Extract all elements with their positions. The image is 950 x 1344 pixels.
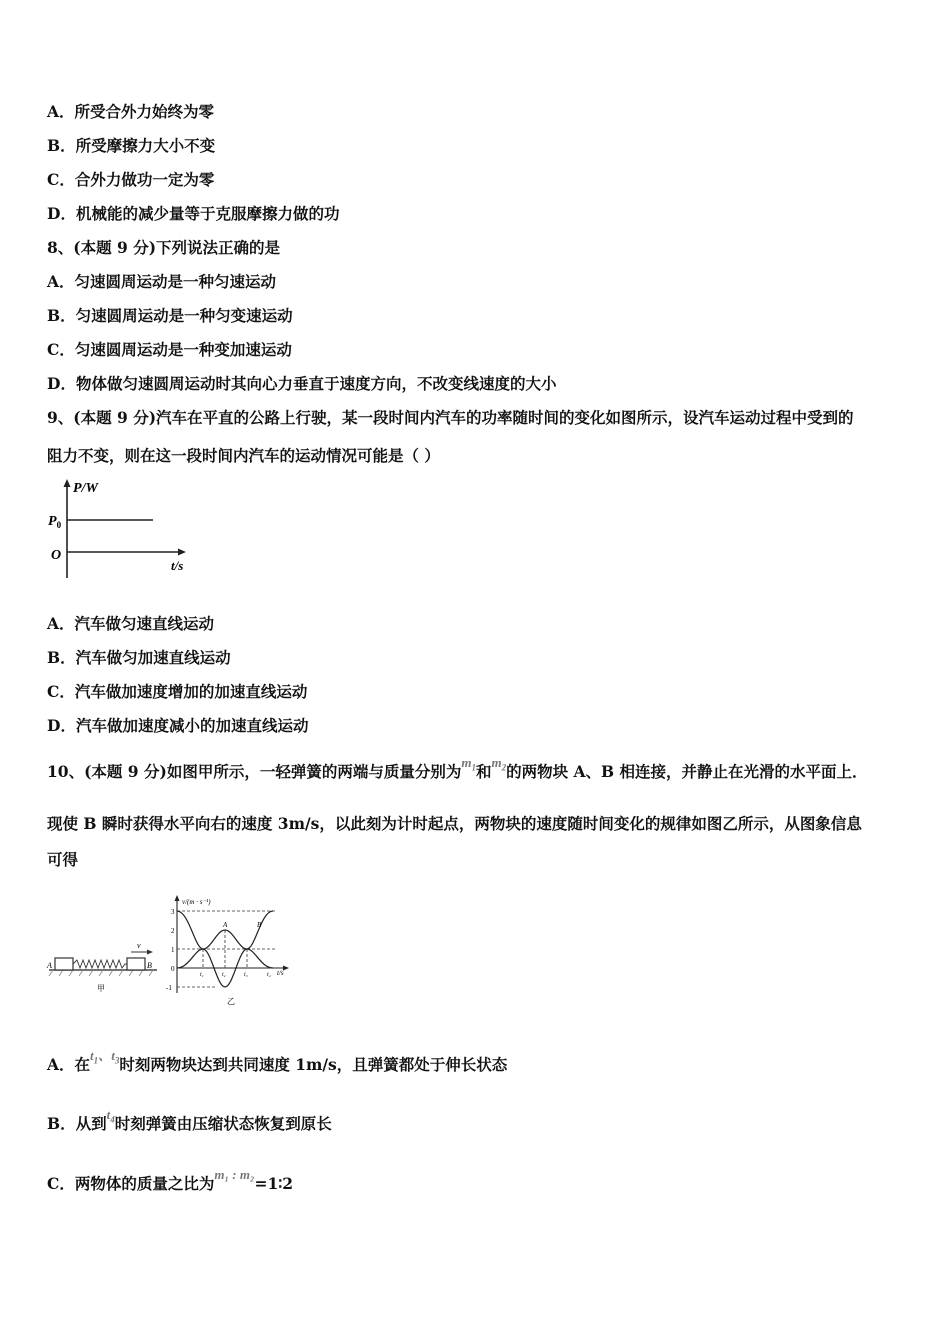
q10-graph-xtick-t4: t₄ [267, 972, 271, 978]
q9-stem-line2: 阻力不变，则在这一段时间内汽车的运动情况可能是（ ） [47, 446, 440, 465]
q10-velocity-time-graph [163, 893, 295, 1007]
q10-curve-a-label: A [223, 921, 228, 929]
q8-stem: 8、(本题 9 分)下列说法正确的是 [47, 238, 281, 257]
q9-option-d: D．汽车做加速度减小的加速直线运动 [47, 716, 309, 735]
q9-y-axis-label: P/W [73, 481, 98, 496]
q10-graph-ytick-3: 3 [171, 908, 175, 916]
q10-graph-ytick-1: 1 [171, 946, 175, 954]
q8-option-a: A．匀速圆周运动是一种匀速运动 [47, 272, 277, 291]
q9-origin-label: O [51, 548, 62, 563]
q8-option-c: C．匀速圆周运动是一种变加速运动 [47, 340, 292, 359]
q10-stem-line3: 可得 [47, 850, 79, 869]
q10-graph-ytick-neg1: -1 [166, 984, 172, 992]
q10-graph-xtick-t2: t₂ [222, 972, 226, 978]
q9-stem-line1: 9、(本题 9 分)汽车在平直的公路上行驶，某一段时间内汽车的功率随时间的变化如图所示，设汽车运动过程中受到的 [47, 408, 854, 427]
q10-stem-line1: 10、(本题 9 分)如图甲所示，一轻弹簧的两端与质量分别为$^{m_1}$和$^{m_2}$的两物块 A、B 相连接，并静止在光滑的水平面上． [47, 755, 868, 781]
q10-fig-yi-caption: 乙 [227, 997, 235, 1006]
q10-graph-xtick-t1: t₁ [200, 972, 204, 978]
q10-graph-ytick-2: 2 [171, 927, 175, 935]
q9-option-a: A．汽车做匀速直线运动 [47, 614, 215, 633]
q10-stem-line2: 现使 B 瞬时获得水平向右的速度 3m/s，以此刻为计时起点，两物块的速度随时间变化的规律如图乙所示，从图象信息 [47, 814, 862, 833]
q10-graph-x-label: t/s [277, 969, 284, 977]
q9-p0-label: $P_0$ [48, 514, 62, 530]
q10-curve-b-label: B [257, 921, 262, 929]
q7-option-c: C．合外力做功一定为零 [47, 170, 215, 189]
q9-option-b: B．汽车做匀加速直线运动 [47, 648, 231, 667]
q10-block-a-label: A [47, 961, 52, 970]
q9-x-axis-label: t/s [171, 558, 184, 573]
q8-option-b: B．匀速圆周运动是一种匀变速运动 [47, 306, 293, 325]
q10-block-b-label: B [147, 961, 152, 970]
q10-graph-y-label: v/(m · s⁻¹) [182, 898, 211, 906]
q9-power-time-graph [45, 478, 195, 583]
q10-graph-ytick-0: 0 [171, 965, 175, 973]
q10-option-a: A．在$^{t_1、t_3}$时刻两物块达到共同速度 1m/s，且弹簧都处于伸长状态 [47, 1048, 508, 1074]
q9-option-c: C．汽车做加速度增加的加速直线运动 [47, 682, 308, 701]
q7-option-a: A．所受合外力始终为零 [47, 102, 215, 121]
q8-option-d: D．物体做匀速圆周运动时其向心力垂直于速度方向，不改变线速度的大小 [47, 374, 557, 393]
q10-fig-jia-caption: 甲 [97, 984, 105, 993]
q10-velocity-label: v [137, 941, 141, 950]
q7-option-d: D．机械能的减少量等于克服摩擦力做的功 [47, 204, 340, 223]
q10-graph-xtick-t3: t₃ [244, 972, 248, 978]
q7-option-b: B．所受摩擦力大小不变 [47, 136, 216, 155]
q10-option-b: B．从到$^{t_4}$时刻弹簧由压缩状态恢复到原长 [47, 1107, 332, 1133]
q10-option-c: C．两物体的质量之比为$^{m_1 : m_2}$=1∶2 [47, 1167, 294, 1193]
q10-spring-figure [45, 936, 165, 996]
